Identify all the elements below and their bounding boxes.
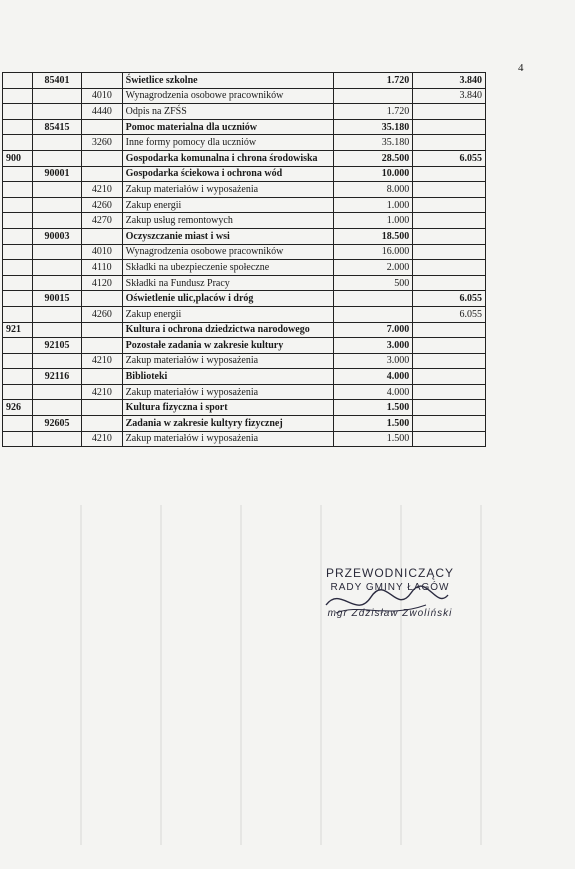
dzial-cell (3, 275, 33, 291)
stamp-council: RADY GMINY ŁAGÓW (330, 582, 450, 593)
rozdzial-cell (32, 260, 81, 276)
rozdzial-cell (32, 88, 81, 104)
rozdzial-cell: 92605 (32, 416, 81, 432)
budget-table (2, 72, 486, 447)
stamp-name: mgr Zdzisław Zwoliński (327, 608, 453, 619)
rozdzial-cell (32, 431, 81, 447)
paragraf-cell: 4210 (82, 384, 123, 400)
rozdzial-cell: 85415 (32, 119, 81, 135)
table-row (3, 275, 486, 291)
paragraf-cell: 4210 (82, 353, 123, 369)
name-cell: Oświetlenie ulic,placów i dróg (122, 291, 334, 307)
change-value-cell (413, 400, 486, 416)
plan-value-cell: 8.000 (334, 182, 413, 198)
plan-value-cell: 1.000 (334, 213, 413, 229)
dzial-cell: 900 (3, 150, 33, 166)
dzial-cell (3, 416, 33, 432)
dzial-cell (3, 166, 33, 182)
paragraf-cell: 4440 (82, 104, 123, 120)
change-value-cell (413, 166, 486, 182)
name-cell: Kultura i ochrona dziedzictwa narodowego (122, 322, 334, 338)
plan-value-cell: 3.000 (334, 353, 413, 369)
name-cell: Gospodarka ściekowa i ochrona wód (122, 166, 334, 182)
table-row (3, 150, 486, 166)
table-row (3, 384, 486, 400)
name-cell: Pozostałe zadania w zakresie kultury (122, 338, 334, 354)
paragraf-cell (82, 150, 123, 166)
table-body (3, 73, 486, 447)
handwritten-signature (316, 575, 456, 630)
plan-value-cell (334, 291, 413, 307)
change-value-cell (413, 228, 486, 244)
name-cell: Pomoc materialna dla uczniów (122, 119, 334, 135)
change-value-cell (413, 431, 486, 447)
table-row (3, 166, 486, 182)
paragraf-cell (82, 119, 123, 135)
table-row (3, 416, 486, 432)
paragraf-cell (82, 291, 123, 307)
name-cell: Zakup materiałów i wyposażenia (122, 431, 334, 447)
rozdzial-cell (32, 400, 81, 416)
change-value-cell (413, 104, 486, 120)
name-cell: Biblioteki (122, 369, 334, 385)
change-value-cell (413, 353, 486, 369)
paragraf-cell: 4120 (82, 275, 123, 291)
paragraf-cell: 4270 (82, 213, 123, 229)
stamp-title: PRZEWODNICZĄCY (326, 566, 454, 580)
dzial-cell (3, 353, 33, 369)
table-row (3, 322, 486, 338)
change-value-cell (413, 369, 486, 385)
plan-value-cell: 1.000 (334, 197, 413, 213)
rozdzial-cell: 90003 (32, 228, 81, 244)
name-cell: Oczyszczanie miast i wsi (122, 228, 334, 244)
rozdzial-cell (32, 244, 81, 260)
table-row (3, 197, 486, 213)
plan-value-cell: 500 (334, 275, 413, 291)
dzial-cell (3, 384, 33, 400)
name-cell: Gospodarka komunalna i chrona środowiska (122, 150, 334, 166)
rozdzial-cell: 92116 (32, 369, 81, 385)
name-cell: Kultura fizyczna i sport (122, 400, 334, 416)
rozdzial-cell (32, 197, 81, 213)
rozdzial-cell (32, 275, 81, 291)
change-value-cell: 3.840 (413, 73, 486, 89)
table-row (3, 119, 486, 135)
change-value-cell: 3.840 (413, 88, 486, 104)
plan-value-cell: 16.000 (334, 244, 413, 260)
dzial-cell (3, 431, 33, 447)
paragraf-cell (82, 322, 123, 338)
dzial-cell (3, 244, 33, 260)
plan-value-cell: 35.180 (334, 119, 413, 135)
plan-value-cell: 4.000 (334, 384, 413, 400)
paragraf-cell: 4260 (82, 197, 123, 213)
change-value-cell (413, 384, 486, 400)
name-cell: Zakup materiałów i wyposażenia (122, 353, 334, 369)
plan-value-cell: 3.000 (334, 338, 413, 354)
name-cell: Składki na ubezpieczenie społeczne (122, 260, 334, 276)
change-value-cell (413, 322, 486, 338)
dzial-cell (3, 338, 33, 354)
paragraf-cell: 4110 (82, 260, 123, 276)
paragraf-cell (82, 228, 123, 244)
paragraf-cell (82, 416, 123, 432)
table-row (3, 213, 486, 229)
change-value-cell (413, 244, 486, 260)
name-cell: Zakup energii (122, 197, 334, 213)
table-row (3, 244, 486, 260)
table-row (3, 73, 486, 89)
table-row (3, 88, 486, 104)
name-cell: Zakup usług remontowych (122, 213, 334, 229)
table-row (3, 291, 486, 307)
paragraf-cell: 4210 (82, 182, 123, 198)
dzial-cell (3, 119, 33, 135)
paragraf-cell: 4010 (82, 88, 123, 104)
table-row (3, 431, 486, 447)
paragraf-cell (82, 338, 123, 354)
table-row (3, 104, 486, 120)
name-cell: Zadania w zakresie kultyry fizycznej (122, 416, 334, 432)
rozdzial-cell (32, 135, 81, 151)
rozdzial-cell (32, 384, 81, 400)
paragraf-cell (82, 166, 123, 182)
dzial-cell (3, 73, 33, 89)
change-value-cell (413, 260, 486, 276)
change-value-cell (413, 416, 486, 432)
dzial-cell (3, 291, 33, 307)
change-value-cell (413, 197, 486, 213)
rozdzial-cell (32, 213, 81, 229)
table-row (3, 135, 486, 151)
paragraf-cell: 4010 (82, 244, 123, 260)
paragraf-cell: 3260 (82, 135, 123, 151)
rozdzial-cell (32, 306, 81, 322)
dzial-cell (3, 260, 33, 276)
dzial-cell (3, 213, 33, 229)
dzial-cell (3, 135, 33, 151)
table-row (3, 228, 486, 244)
plan-value-cell: 35.180 (334, 135, 413, 151)
change-value-cell (413, 182, 486, 198)
plan-value-cell (334, 88, 413, 104)
plan-value-cell: 28.500 (334, 150, 413, 166)
rozdzial-cell: 85401 (32, 73, 81, 89)
change-value-cell: 6.055 (413, 306, 486, 322)
rozdzial-cell (32, 322, 81, 338)
table-row (3, 306, 486, 322)
paragraf-cell (82, 369, 123, 385)
table-row (3, 182, 486, 198)
name-cell: Składki na Fundusz Pracy (122, 275, 334, 291)
paragraf-cell (82, 400, 123, 416)
bleed-through-shadow (2, 505, 522, 845)
dzial-cell (3, 197, 33, 213)
plan-value-cell: 1.500 (334, 416, 413, 432)
name-cell: Zakup energii (122, 306, 334, 322)
paragraf-cell: 4210 (82, 431, 123, 447)
paragraf-cell: 4260 (82, 306, 123, 322)
plan-value-cell: 7.000 (334, 322, 413, 338)
plan-value-cell: 4.000 (334, 369, 413, 385)
change-value-cell (413, 338, 486, 354)
table-row (3, 369, 486, 385)
dzial-cell: 921 (3, 322, 33, 338)
name-cell: Zakup materiałów i wyposażenia (122, 182, 334, 198)
plan-value-cell: 10.000 (334, 166, 413, 182)
dzial-cell (3, 306, 33, 322)
rozdzial-cell: 92105 (32, 338, 81, 354)
dzial-cell (3, 228, 33, 244)
change-value-cell (413, 119, 486, 135)
change-value-cell: 6.055 (413, 150, 486, 166)
rozdzial-cell (32, 104, 81, 120)
plan-value-cell: 1.720 (334, 73, 413, 89)
plan-value-cell: 18.500 (334, 228, 413, 244)
dzial-cell (3, 182, 33, 198)
plan-value-cell: 1.720 (334, 104, 413, 120)
plan-value-cell: 1.500 (334, 400, 413, 416)
name-cell: Wynagrodzenia osobowe pracowników (122, 244, 334, 260)
rozdzial-cell (32, 353, 81, 369)
name-cell: Świetlice szkolne (122, 73, 334, 89)
change-value-cell (413, 213, 486, 229)
plan-value-cell: 2.000 (334, 260, 413, 276)
dzial-cell: 926 (3, 400, 33, 416)
plan-value-cell: 1.500 (334, 431, 413, 447)
plan-value-cell (334, 306, 413, 322)
paragraf-cell (82, 73, 123, 89)
change-value-cell (413, 135, 486, 151)
dzial-cell (3, 88, 33, 104)
name-cell: Zakup materiałów i wyposażenia (122, 384, 334, 400)
page-number: 4 (518, 62, 524, 74)
rozdzial-cell: 90001 (32, 166, 81, 182)
change-value-cell: 6.055 (413, 291, 486, 307)
rozdzial-cell (32, 150, 81, 166)
dzial-cell (3, 104, 33, 120)
name-cell: Inne formy pomocy dla uczniów (122, 135, 334, 151)
table-row (3, 353, 486, 369)
table-row (3, 338, 486, 354)
table-row (3, 260, 486, 276)
change-value-cell (413, 275, 486, 291)
rozdzial-cell (32, 182, 81, 198)
rozdzial-cell: 90015 (32, 291, 81, 307)
dzial-cell (3, 369, 33, 385)
name-cell: Odpis na ZFŚS (122, 104, 334, 120)
name-cell: Wynagrodzenia osobowe pracowników (122, 88, 334, 104)
table-row (3, 400, 486, 416)
